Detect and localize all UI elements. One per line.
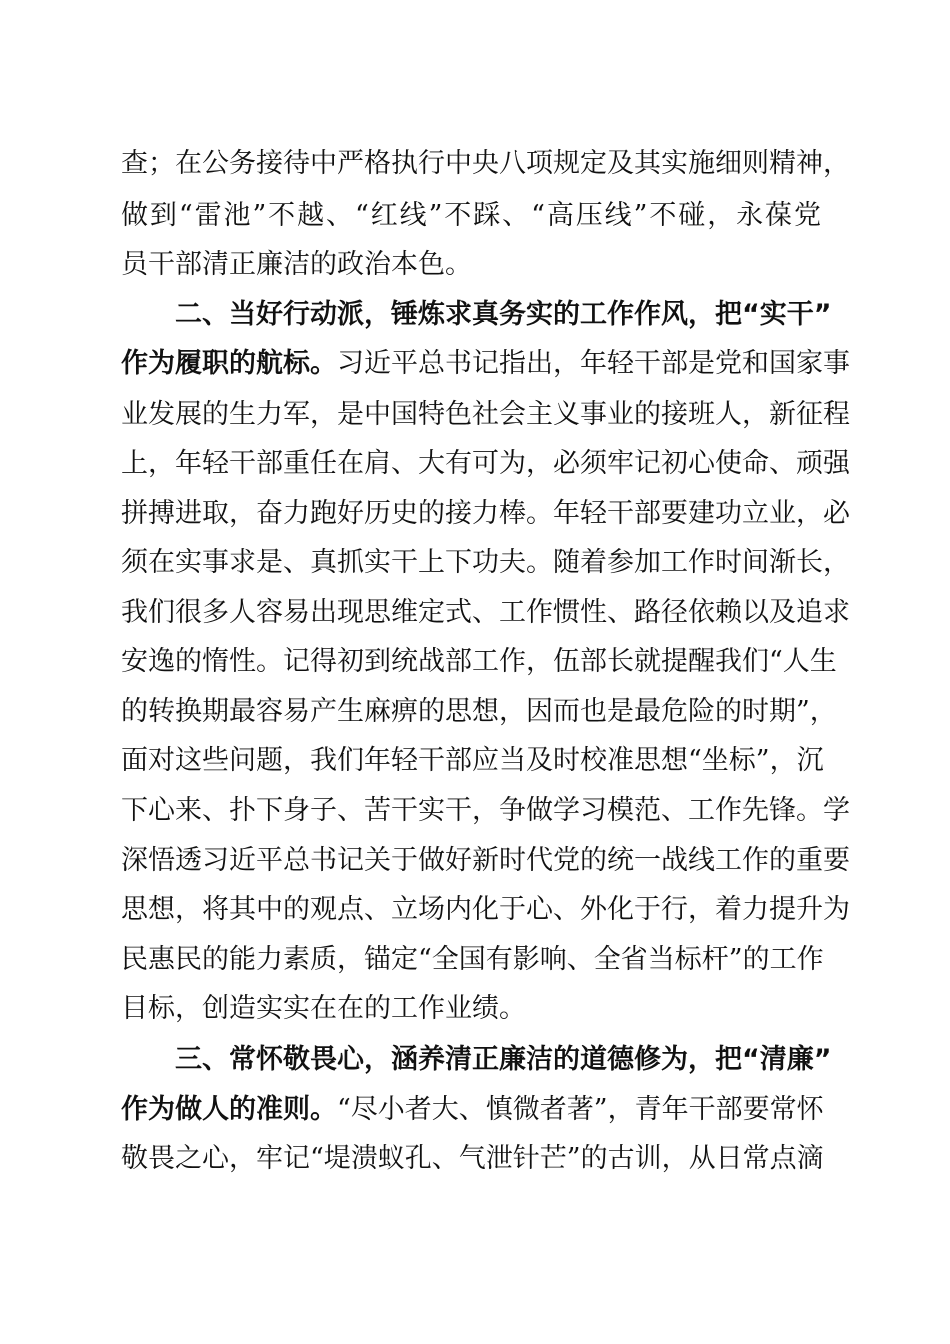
body-text-line: 思想，将其中的观点、立场内化于心、外化于行，着力提升为 bbox=[121, 894, 850, 925]
section-heading-2: 二、当好行动派，锤炼求真务实的工作作风，把“实干” bbox=[175, 299, 832, 330]
body-text-line: 查；在公务接待中严格执行中央八项规定及其实施细则精神， bbox=[121, 148, 850, 179]
body-text-line: 业发展的生力军，是中国特色社会主义事业的接班人，新征程 bbox=[121, 399, 850, 430]
body-text-line: 民惠民的能力素质，锚定“全国有影响、全省当标杆”的工作 bbox=[121, 944, 824, 975]
body-text-line: 拼搏进取，奋力跑好历史的接力棒。年轻干部要建功立业，必 bbox=[121, 498, 850, 529]
body-text-line: 目标，创造实实在在的工作业绩。 bbox=[121, 993, 526, 1024]
body-text-line bbox=[121, 1087, 824, 1133]
body-text-line: 深悟透习近平总书记关于做好新时代党的统一战线工作的重要 bbox=[121, 845, 850, 876]
body-text-line: 员干部清正廉洁的政治本色。 bbox=[121, 249, 472, 280]
body-text-span: 习近平总书记指出，年轻干部是党和国家事 bbox=[337, 348, 850, 379]
body-text-span: “尽小者大、慎微者著”，青年干部要常怀 bbox=[337, 1094, 824, 1125]
body-text-line: 敬畏之心，牢记“堤溃蚁孔、气泄针芒”的古训，从日常点滴 bbox=[121, 1143, 824, 1174]
section-heading-3-end: 作为做人的准则。 bbox=[121, 1094, 337, 1125]
body-text-line: 安逸的惰性。记得初到统战部工作，伍部长就提醒我们“人生 bbox=[121, 646, 837, 677]
body-text-line: 上，年轻干部重任在肩、大有可为，必须牢记初心使命、顽强 bbox=[121, 448, 850, 479]
section-heading-2-end: 作为履职的航标。 bbox=[121, 348, 337, 379]
body-text-line: 我们很多人容易出现思维定式、工作惯性、路径依赖以及追求 bbox=[121, 597, 850, 628]
section-heading-3: 三、常怀敬畏心，涵养清正廉洁的道德修为，把“清廉” bbox=[175, 1044, 832, 1075]
body-text-line bbox=[121, 341, 850, 387]
body-text-line: 的转换期最容易产生麻痹的思想，因而也是最危险的时期”， bbox=[121, 696, 837, 727]
body-text-line: 须在实事求是、真抓实干上下功夫。随着参加工作时间渐长， bbox=[121, 547, 850, 578]
body-text-line: 面对这些问题，我们年轻干部应当及时校准思想“坐标”，沉 bbox=[121, 745, 824, 776]
body-text-line: 做到“雷池”不越、“红线”不踩、“高压线”不碰，永葆党 bbox=[121, 200, 821, 231]
body-text-line: 下心来、扑下身子、苦干实干，争做学习模范、工作先锋。学 bbox=[121, 795, 850, 826]
